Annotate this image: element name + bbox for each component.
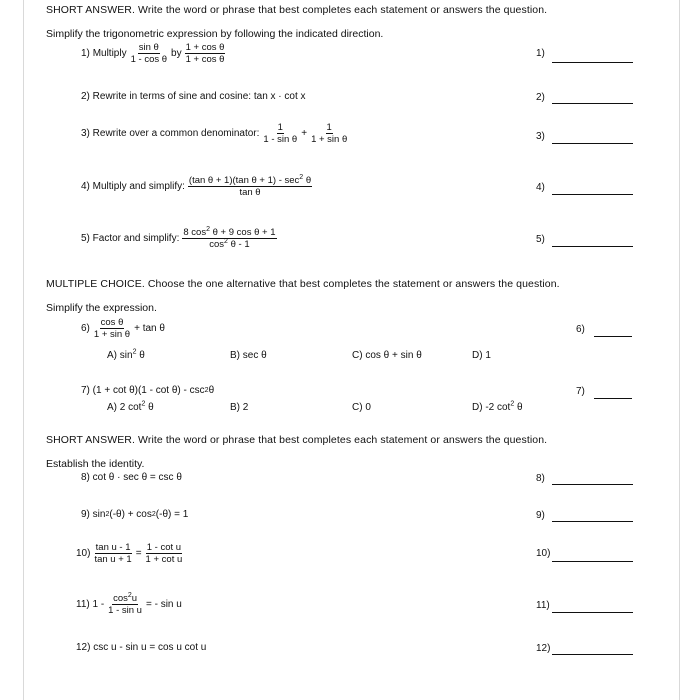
answer-blank[interactable] <box>552 194 633 195</box>
question-text: 3) Rewrite over a common denominator: <box>81 127 260 139</box>
fraction: $\frac{1}{\text{1 - sin θ}}$ <box>263 122 298 145</box>
fraction: $\frac{8 \cos^2 \theta + 9 \cos \theta + 1}{\cos^2 \theta - 1}$ <box>183 225 276 250</box>
question-2: 2) Rewrite in terms of sine and cosine: tan x · cot x <box>81 91 306 102</box>
answer-blank[interactable] <box>594 398 632 399</box>
question-4 <box>81 175 315 198</box>
choice-c[interactable]: C) cos θ + sin θ <box>352 350 422 361</box>
question-10: 10) $\frac{\text{tan u - 1}}{\text{tan u + 1}}$ = $\frac{\text{1 - cot u}}{\text{1 + cot u}}$ <box>76 542 183 565</box>
fraction: $\frac{1}{\text{1 + sin θ}}$ <box>311 122 348 145</box>
answer-label: 10) <box>536 548 551 559</box>
choice-d[interactable]: D) 1 <box>472 350 491 361</box>
question-9: 9) sin 2 (-θ) + cos 2 (-θ) = 1 <box>81 509 189 520</box>
answer-blank[interactable] <box>552 62 633 63</box>
answer-label: 4) <box>536 182 545 193</box>
choice-d[interactable]: D) -2 $\cot^2 \theta$ <box>472 400 523 413</box>
answer-blank[interactable] <box>552 521 633 522</box>
section-header: SHORT ANSWER. Write the word or phrase that best completes each statement or answers the question. <box>46 434 548 446</box>
answer-blank[interactable] <box>552 612 633 613</box>
fraction: $\frac{\text{tan u - 1}}{\text{tan u + 1}}$ <box>94 542 132 565</box>
answer-label: 3) <box>536 131 545 142</box>
answer-label: 6) <box>576 324 585 335</box>
question-number: 1) <box>81 47 90 59</box>
choice-c[interactable]: C) 0 <box>352 402 371 413</box>
answer-blank[interactable] <box>552 484 633 485</box>
answer-blank[interactable] <box>594 336 632 337</box>
fraction: $\frac{\text{sin θ}}{\text{1 - cos θ}}$ <box>130 42 168 65</box>
section-direction: Simplify the expression. <box>46 302 157 314</box>
section-direction: Establish the identity. <box>46 458 145 470</box>
question-7: 7) (1 + cot θ)(1 - cot θ) - csc 2 θ <box>81 385 215 396</box>
choice-a[interactable]: A) $\sin^2 \theta$ <box>107 348 145 361</box>
answer-label: 11) <box>536 600 550 611</box>
question-5 <box>81 227 280 250</box>
question-number: 6) <box>81 322 90 334</box>
worksheet-page <box>23 0 680 700</box>
section-direction: Simplify the trigonometric expression by following the indicated direction. <box>46 28 384 40</box>
answer-blank[interactable] <box>552 103 633 104</box>
answer-label: 12) <box>536 643 551 654</box>
question-text: + tan θ <box>134 322 165 334</box>
question-6 <box>81 317 165 340</box>
choice-a[interactable]: A) 2 $\cot^2 \theta$ <box>107 400 154 413</box>
fraction: $\frac{\text{cos θ}}{\text{1 + sin θ}}$ <box>93 317 131 340</box>
question-8: 8) cot θ · sec θ = csc θ <box>81 472 182 483</box>
question-11 <box>76 593 182 616</box>
question-text: = - sin u <box>145 598 182 610</box>
answer-blank[interactable] <box>552 654 633 655</box>
fraction: $\frac{(\tan \theta + 1)(\tan \theta + 1) - \sec^2 \theta}{\text{tan θ}}$ <box>188 173 312 198</box>
question-3: 3) Rewrite over a common denominator: $\frac{1}{\text{1 - sin θ}}$ + $\frac{1}{\text{1 + sin θ}}$ <box>81 122 348 145</box>
question-text: 4) Multiply and simplify: <box>81 180 185 192</box>
answer-label: 1) <box>536 48 545 59</box>
fraction: $\frac{\text{1 + cos θ}}{\text{1 + cos θ}}$ <box>185 42 225 65</box>
question-text: Multiply <box>92 47 127 59</box>
answer-label: 5) <box>536 234 545 245</box>
fraction: $\frac{\text{1 - cot u}}{\text{1 + cot u}}$ <box>145 542 183 565</box>
question-text: by <box>171 47 182 59</box>
question-1 <box>81 42 228 65</box>
question-12: 12) csc u - sin u = cos u cot u <box>76 642 207 653</box>
answer-blank[interactable] <box>552 246 633 247</box>
question-text: 5) Factor and simplify: <box>81 232 180 244</box>
answer-blank[interactable] <box>552 561 633 562</box>
question-number: 10) <box>76 547 91 559</box>
answer-label: 2) <box>536 92 545 103</box>
fraction: $\frac{\cos^2u}{\text{1 - sin u}}$ <box>108 591 142 616</box>
choice-b[interactable]: B) 2 <box>230 402 249 413</box>
choice-b[interactable]: B) sec θ <box>230 350 267 361</box>
section-header: MULTIPLE CHOICE. Choose the one alternative that best completes the statement or answers the question. <box>46 278 560 290</box>
section-header: SHORT ANSWER. Write the word or phrase that best completes each statement or answers the question. <box>46 4 548 16</box>
question-text: 11) 1 - <box>76 598 105 610</box>
answer-label: 8) <box>536 473 545 484</box>
answer-label: 9) <box>536 510 545 521</box>
answer-blank[interactable] <box>552 143 633 144</box>
answer-label: 7) <box>576 386 585 397</box>
